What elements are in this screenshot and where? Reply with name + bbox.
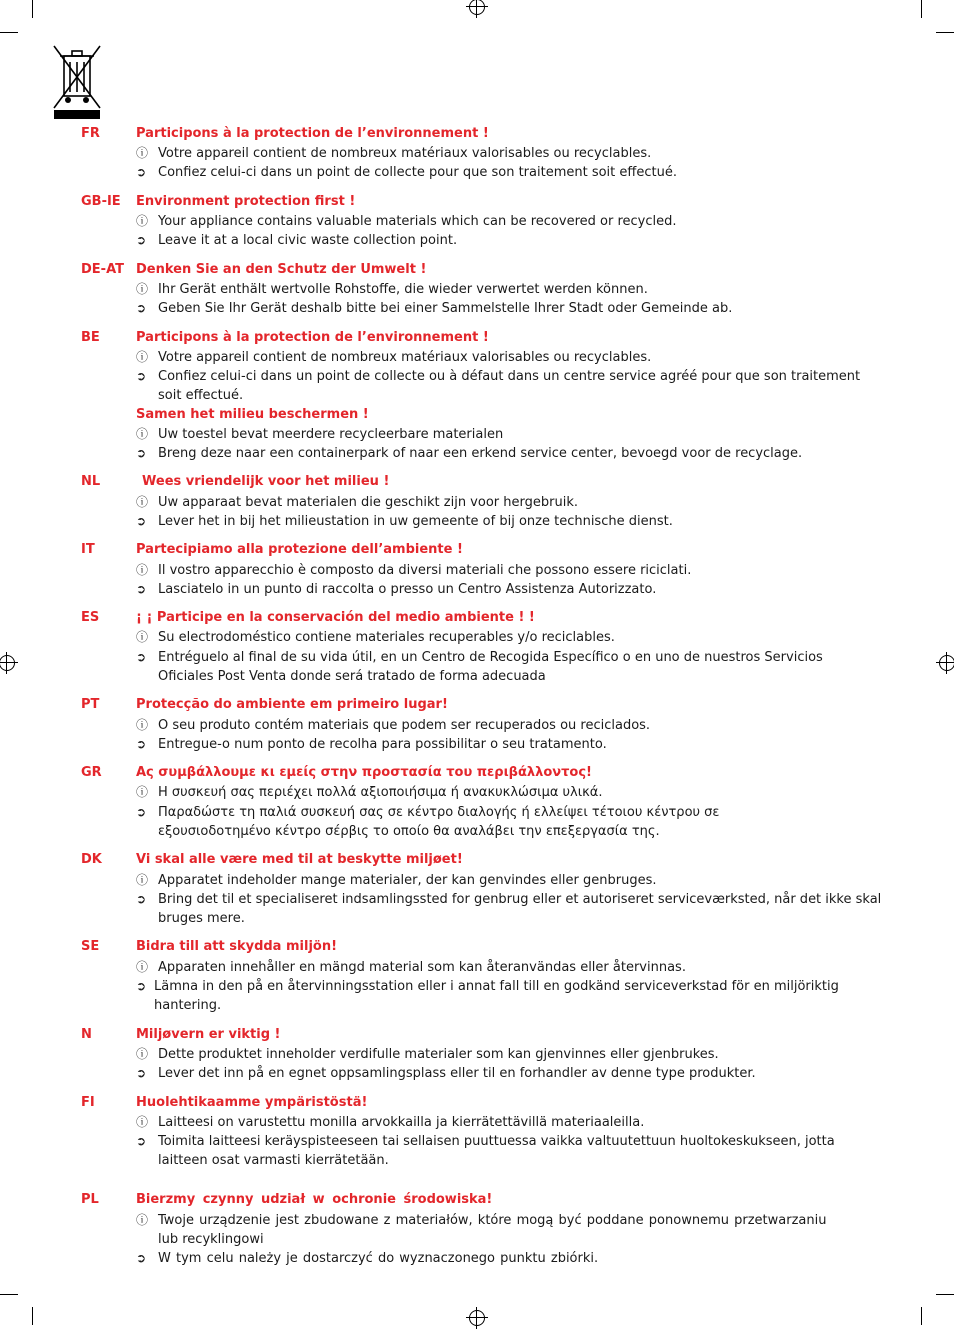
info-text: Uw toestel bevat meerdere recycleerbare materialen xyxy=(158,427,504,442)
action-text: Lever het in bij het milieustation in uw gemeente of bij onze technische dienst. xyxy=(158,514,673,529)
action-text: Lever det inn på en egnet oppsamlingsplass eller til en forhandler av denne type produkter. xyxy=(158,1066,756,1081)
action-text: Breng deze naar een containerpark of naar een erkend service center, bevoegd voor de recyclage. xyxy=(158,446,803,461)
section-title: Vi skal alle være med til at beskytte miljøet! xyxy=(136,852,463,867)
crop-mark xyxy=(921,1307,922,1325)
crop-mark xyxy=(936,1294,954,1295)
crop-mark xyxy=(936,32,954,33)
info-icon: ⓘ xyxy=(136,563,149,577)
crop-mark xyxy=(921,0,922,18)
country-code: BE xyxy=(81,330,100,345)
section-title: Denken Sie an den Schutz der Umwelt ! xyxy=(136,262,427,277)
action-text: Geben Sie Ihr Gerät deshalb bitte bei einer Sammelstelle Ihrer Stadt oder Gemeinde ab. xyxy=(158,301,733,316)
action-text: Toimita laitteesi keräyspisteeseen tai sellaisen puuttuessa vaikka valtuutettuun huoltokeskukseen, jotta xyxy=(158,1134,835,1149)
arrow-icon: ➲ xyxy=(136,165,147,179)
info-text: Il vostro apparecchio è composto da diversi materiali che possono essere riciclati. xyxy=(158,563,692,578)
country-code: PL xyxy=(81,1192,99,1207)
action-text: Confiez celui-ci dans un point de collecte pour que son traitement soit effectué. xyxy=(158,165,677,180)
arrow-icon: ➲ xyxy=(136,979,147,993)
action-text: Entréguelo al final de su vida útil, en un Centro de Recogida Específico o en uno de nuestros Servicios xyxy=(158,650,823,665)
info-icon: ⓘ xyxy=(136,146,149,160)
info-text: Uw apparaat bevat materialen die geschikt zijn voor hergebruik. xyxy=(158,495,578,510)
info-icon: ⓘ xyxy=(136,1213,149,1227)
country-code: PT xyxy=(81,697,100,712)
registration-mark-top xyxy=(466,0,488,18)
crop-mark xyxy=(0,32,18,33)
action-text: Lasciatelo in un punto di raccolta o presso un Centro Assistenza Autorizzato. xyxy=(158,582,657,597)
country-code: NL xyxy=(81,474,101,489)
country-code: N xyxy=(81,1027,92,1042)
section-title: Partecipiamo alla protezione dell’ambiente ! xyxy=(136,542,463,557)
crop-mark xyxy=(32,1307,33,1325)
country-code: DE-AT xyxy=(81,262,124,277)
arrow-icon: ➲ xyxy=(136,1066,147,1080)
info-text: Apparatet indeholder mange materialer, der kan genvindes eller genbruges. xyxy=(158,873,657,888)
section-title: Bidra till att skydda miljön! xyxy=(136,939,338,954)
action-text: Παραδώστε τη παλιά συσκευή σας σε κέντρο διαλογής ή ελλείψει τέτοιου κέντρου σε xyxy=(158,805,720,820)
section-title: Bierzmy czynny udział w ochronie środowiska! xyxy=(136,1192,493,1207)
info-text: Apparaten innehåller en mängd material som kan återanvändas eller återvinnas. xyxy=(158,960,686,975)
arrow-icon: ➲ xyxy=(136,650,147,664)
arrow-icon: ➲ xyxy=(136,805,147,819)
action-text: Entregue-o num ponto de recolha para possibilitar o seu tratamento. xyxy=(158,737,607,752)
registration-mark-right xyxy=(936,652,954,674)
info-text: Su electrodoméstico contiene materiales recuperables y/o reciclables. xyxy=(158,630,615,645)
info-icon: ⓘ xyxy=(136,1047,149,1061)
action-text: Bring det til et specialiseret indsamlingssted for genbrug eller et autoriseret serviceværksted, når det ikke skal xyxy=(158,892,882,907)
registration-mark-bottom xyxy=(466,1307,488,1329)
info-text: Laitteesi on varustettu monilla arvokkailla ja kierrätettävillä materiaaleilla. xyxy=(158,1115,645,1130)
country-code: FR xyxy=(81,126,100,141)
country-code: GB-IE xyxy=(81,194,121,209)
arrow-icon: ➲ xyxy=(136,301,147,315)
info-text: Ihr Gerät enthält wertvolle Rohstoffe, die wieder verwertet werden können. xyxy=(158,282,648,297)
info-icon: ⓘ xyxy=(136,718,149,732)
arrow-icon: ➲ xyxy=(136,1251,147,1265)
arrow-icon: ➲ xyxy=(136,233,147,247)
section-title: Wees vriendelijk voor het milieu ! xyxy=(142,474,390,489)
info-text: Η συσκευή σας περιέχει πολλά αξιοποιήσιμα ή ανακυκλώσιμα υλικά. xyxy=(158,785,603,800)
section-title: Ας συμβάλλουμε κι εμείς στην προστασία του περιβάλλοντος! xyxy=(136,765,592,780)
country-code: SE xyxy=(81,939,100,954)
section-subtitle: Samen het milieu beschermen ! xyxy=(136,407,369,422)
arrow-icon: ➲ xyxy=(136,892,147,906)
section-title: Miljøvern er viktig ! xyxy=(136,1027,281,1042)
info-icon: ⓘ xyxy=(136,282,149,296)
action-text-continued: Oficiales Post Venta donde será tratado de forma adecuada xyxy=(158,669,546,684)
country-code: DK xyxy=(81,852,102,867)
country-code: FI xyxy=(81,1095,95,1110)
arrow-icon: ➲ xyxy=(136,582,147,596)
action-text: Leave it at a local civic waste collection point. xyxy=(158,233,458,248)
arrow-icon: ➲ xyxy=(136,514,147,528)
info-icon: ⓘ xyxy=(136,495,149,509)
action-text-continued: bruges mere. xyxy=(158,911,245,926)
section-title: ¡ ¡ Participe en la conservación del medio ambiente ! ! xyxy=(136,610,535,625)
info-text: Votre appareil contient de nombreux matériaux valorisables ou recyclables. xyxy=(158,350,652,365)
action-text-continued: laitteen osat varmasti kierrätetään. xyxy=(158,1153,389,1168)
action-text: W tym celu należy je dostarczyć do wyznaczonego punktu zbiórki. xyxy=(158,1251,599,1266)
arrow-icon: ➲ xyxy=(136,1134,147,1148)
country-code: IT xyxy=(81,542,95,557)
action-text-continued: hantering. xyxy=(154,998,222,1013)
weee-bin-icon xyxy=(52,42,102,120)
info-icon: ⓘ xyxy=(136,1115,149,1129)
section-title: Participons à la protection de l’environnement ! xyxy=(136,330,489,345)
arrow-icon: ➲ xyxy=(136,369,147,383)
registration-mark-left xyxy=(0,652,18,674)
arrow-icon: ➲ xyxy=(136,737,147,751)
info-icon: ⓘ xyxy=(136,960,149,974)
info-text: Twoje urządzenie jest zbudowane z materiałów, które mogą być poddane ponownemu przetwarzaniu xyxy=(158,1213,827,1228)
info-text: Dette produktet inneholder verdifulle materialer som kan gjenvinnes eller gjenbrukes. xyxy=(158,1047,719,1062)
info-text: Votre appareil contient de nombreux matériaux valorisables ou recyclables. xyxy=(158,146,652,161)
info-text: Your appliance contains valuable materials which can be recovered or recycled. xyxy=(158,214,677,229)
action-text-continued: εξουσιοδοτημένο κέντρο σέρβις το οποίο θα αναλάβει την επεξεργασία της. xyxy=(158,824,660,839)
info-icon: ⓘ xyxy=(136,630,149,644)
section-title: Protecção do ambiente em primeiro lugar! xyxy=(136,697,448,712)
info-icon: ⓘ xyxy=(136,873,149,887)
section-title: Participons à la protection de l’environnement ! xyxy=(136,126,489,141)
info-icon: ⓘ xyxy=(136,785,149,799)
country-code: ES xyxy=(81,610,100,625)
action-text-continued: soit effectué. xyxy=(158,388,244,403)
info-icon: ⓘ xyxy=(136,214,149,228)
info-text: O seu produto contém materiais que podem ser recuperados ou reciclados. xyxy=(158,718,651,733)
crop-mark xyxy=(32,0,33,18)
action-text: Lämna in den på en återvinningsstation eller i annat fall till en godkänd serviceverkstad för en miljöriktig xyxy=(154,979,839,994)
info-icon: ⓘ xyxy=(136,427,149,441)
section-title: Huolehtikaamme ympäristöstä! xyxy=(136,1095,368,1110)
arrow-icon: ➲ xyxy=(136,446,147,460)
info-text-continued: lub recyklingowi xyxy=(158,1232,264,1247)
section-title: Environment protection first ! xyxy=(136,194,356,209)
action-text: Confiez celui-ci dans un point de collecte ou à défaut dans un centre service agréé pour que son traitement xyxy=(158,369,861,384)
crop-mark xyxy=(0,1294,18,1295)
info-icon: ⓘ xyxy=(136,350,149,364)
country-code: GR xyxy=(81,765,102,780)
